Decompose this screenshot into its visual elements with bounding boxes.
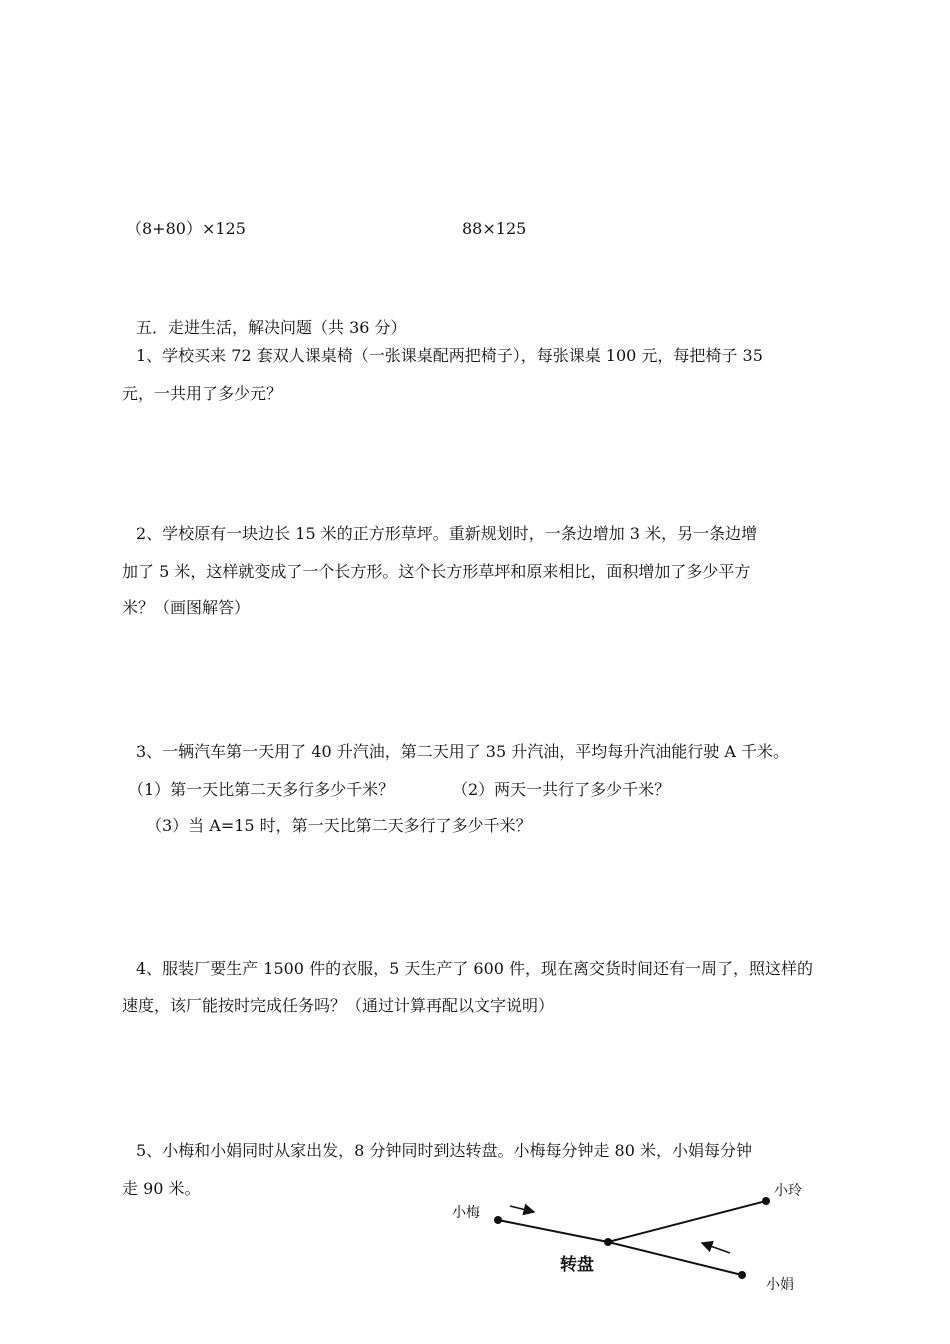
question-3-sub-3: （3）当 A=15 时，第一天比第二天多行了多少千米？ bbox=[146, 816, 532, 835]
question-4-line-2: 速度，该厂能按时完成任务吗？（通过计算再配以文字说明） bbox=[122, 996, 555, 1015]
question-1-line-2: 元，一共用了多少元？ bbox=[122, 384, 283, 403]
question-2-line-1: 2、学校原有一块边长 15 米的正方形草坪。重新规划时，一条边增加 3 米，另一条边增 bbox=[136, 524, 758, 543]
route-diagram bbox=[440, 1170, 820, 1310]
arrow-xiaomei-icon bbox=[510, 1206, 534, 1212]
road-center-to-xiaoling bbox=[608, 1201, 766, 1242]
section-heading: 五．走进生活，解决问题（共 36 分） bbox=[136, 318, 407, 337]
question-2-line-2: 加了 5 米，这样就变成了一个长方形。这个长方形草坪和原来相比，面积增加了多少平方 bbox=[122, 562, 751, 581]
label-xiaojuan: 小娟 bbox=[766, 1277, 794, 1293]
label-xiaoling: 小玲 bbox=[774, 1183, 802, 1199]
question-2-line-3: 米？（画图解答） bbox=[122, 598, 251, 617]
question-3-sub-1: （1）第一天比第二天多行多少千米？ bbox=[128, 780, 395, 799]
point-xiaojuan bbox=[738, 1271, 746, 1279]
label-xiaomei: 小梅 bbox=[452, 1205, 480, 1221]
question-4-line-1: 4、服装厂要生产 1500 件的衣服，5 天生产了 600 件，现在离交货时间还有一周了，照这样的 bbox=[136, 959, 814, 978]
question-3-sub-2: （2）两天一共行了多少千米？ bbox=[452, 780, 671, 799]
arrow-xiaojuan-icon bbox=[702, 1243, 730, 1253]
question-5-line-2: 走 90 米。 bbox=[122, 1179, 201, 1198]
road-center-to-xiaojuan bbox=[608, 1242, 742, 1275]
calc-expression-1: （8+80）×125 bbox=[126, 219, 246, 238]
calc-expression-2: 88×125 bbox=[462, 219, 527, 238]
point-xiaomei bbox=[494, 1216, 502, 1224]
point-center bbox=[604, 1238, 612, 1246]
label-center: 转盘 bbox=[560, 1255, 594, 1275]
road-xiaomei-to-center bbox=[498, 1220, 608, 1242]
point-xiaoling bbox=[762, 1197, 770, 1205]
question-5-line-1: 5、小梅和小娟同时从家出发，8 分钟同时到达转盘。小梅每分钟走 80 米，小娟每分钟 bbox=[136, 1141, 752, 1160]
question-3-line-1: 3、一辆汽车第一天用了 40 升汽油，第二天用了 35 升汽油，平均每升汽油能行驶 A 千米。 bbox=[136, 742, 789, 761]
question-1-line-1: 1、学校买来 72 套双人课桌椅（一张课桌配两把椅子），每张课桌 100 元，每把椅子 35 bbox=[136, 346, 763, 365]
